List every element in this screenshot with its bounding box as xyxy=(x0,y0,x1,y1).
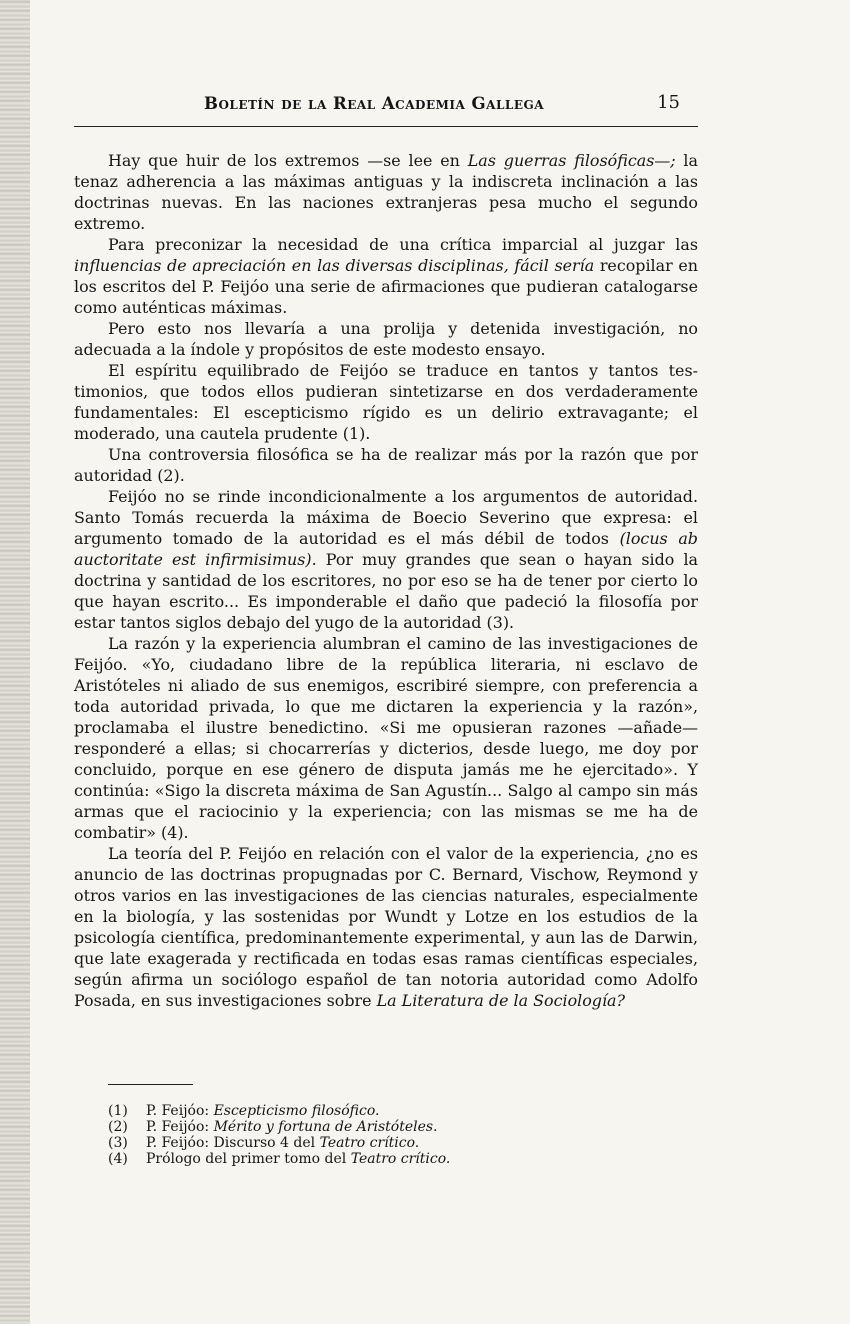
paragraph-1-text-c: la tenaz adherencia a las máximas antiguas y la indiscreta inclinación a las doctrinas nuevas. En las naciones extranjeras pesa mucho el segundo extremo. xyxy=(74,151,698,233)
paragraph-8-text-a: La teoría del P. Feijóo en relación con el valor de la experiencia, ¿no es anuncio de las doctrinas propugnadas por C. Bernard, Vischow, Reymond y otros varios en las investigaciones de las ciencias naturales, especialmente en la biología, y las sostenidas por Wundt y Lotze en los estudios de la psicología científica, predominantemente experimental, y aun las de Darwin, que late exagerada y rectificada en todas esas ramas científicas especiales, según afirma un sociólogo español de tan notoria autoridad como Adolfo Posada, en sus investigaciones sobre xyxy=(74,844,698,1010)
footnote-number: (2) xyxy=(108,1119,128,1135)
journal-title: Boletín de la Real Academia Gallega xyxy=(204,94,545,113)
footnote-3 xyxy=(108,1135,668,1151)
paragraph-2-text-c: recopilar en los escritos del P. Feijóo una serie de afirmaciones que pudieran catalogarse como auténticas máximas. xyxy=(74,256,698,317)
paragraph-6-text-c: Por muy grandes que sean o hayan sido la doctrina y santidad de los escritores, no por eso se ha de tener por cierto lo que hayan escrito... Es imponderable el daño que padeció la filosofía por estar tantos siglos debajo del yugo de la autoridad (3). xyxy=(74,550,699,632)
scanned-binding-edge xyxy=(0,0,30,1324)
footnote-title: Teatro crítico. xyxy=(319,1135,420,1151)
paragraph-2 xyxy=(74,234,698,318)
footnote-2 xyxy=(108,1119,668,1135)
footnote-title: Teatro crítico. xyxy=(350,1151,451,1167)
latin-quote: (locus ab auctoritate est infirmisimus). xyxy=(74,529,698,569)
footnote-text: Prólogo del primer tomo del xyxy=(146,1151,351,1167)
footnote-title: Mérito y fortuna de Aristóteles. xyxy=(213,1119,438,1135)
footnote-number: (3) xyxy=(108,1135,128,1151)
article-body xyxy=(74,150,698,1011)
footnote-4 xyxy=(108,1151,668,1167)
paragraph-2-text-a: Para preconizar la necesidad de una crítica imparcial al juzgar las xyxy=(108,235,698,254)
paragraph-6-text-a: Feijóo no se rinde incondicionalmente a los argumentos de autoridad. Santo Tomás recuerda la máxima de Boecio Severino que expresa: el argumento tomado de la autoridad es el más débil de todos xyxy=(74,487,698,548)
footnote-number: (4) xyxy=(108,1151,128,1167)
footnote-text: P. Feijóo: Discurso 4 del xyxy=(146,1135,320,1151)
paragraph-3: Pero esto nos llevaría a una prolija y detenida investigación, no adecuada a la índole y propósitos de este modesto ensayo. xyxy=(74,319,698,359)
paragraph-4: El espíritu equilibrado de Feijóo se traduce en tantos y tantos testimonios, que todos ellos pudieran sintetizarse en dos verdaderamente fundamentales: El escepticismo rígido es un delirio extravagante; el moderado, una cautela prudente (1). xyxy=(74,361,698,443)
paragraph-5: Una controversia filosófica se ha de realizar más por la razón que por autoridad (2). xyxy=(74,445,698,485)
book-title-sociologia: La Literatura de la Sociología? xyxy=(376,991,626,1010)
book-title-guerras: Las guerras filosóficas—; xyxy=(467,151,676,170)
paragraph-6 xyxy=(74,486,698,633)
running-header xyxy=(74,92,698,127)
footnote-text: P. Feijóo: xyxy=(146,1103,214,1119)
paragraph-1 xyxy=(74,150,698,234)
page-number: 15 xyxy=(657,92,680,113)
footnote-number: (1) xyxy=(108,1103,128,1119)
footnote-1 xyxy=(108,1103,668,1119)
paragraph-8 xyxy=(74,843,698,1011)
paragraph-1-text-a: Hay que huir de los extremos —se lee en xyxy=(108,151,468,170)
footnote-text: P. Feijóo: xyxy=(146,1119,214,1135)
paragraph-7: La razón y la experiencia alumbran el camino de las investigaciones de Feijóo. «Yo, ciudadano libre de la república literaria, ni esclavo de Aristóteles ni aliado de sus enemigos, escribiré siempre, con preferencia a toda autoridad privada, lo que me dictaren la experiencia y la razón», proclamaba el ilustre benedictino. «Si me opusieran razones —añade— responderé a ellas; si chocarrerías y dicterios, desde luego, me doy por concluido, porque en ese género de disputa jamás me he ejercitado». Y continúa: «Sigo la discreta máxima de San Agustín... Salgo al campo sin más armas que el raciocinio y la experiencia; con las mismas se me ha de combatir» (4). xyxy=(74,634,698,842)
footnote-divider xyxy=(108,1084,193,1085)
paragraph-2-italic: influencias de apreciación en las diversas disciplinas, fácil sería xyxy=(74,256,595,275)
footnotes xyxy=(108,1103,668,1167)
footnote-title: Escepticismo filosófico. xyxy=(213,1103,380,1119)
